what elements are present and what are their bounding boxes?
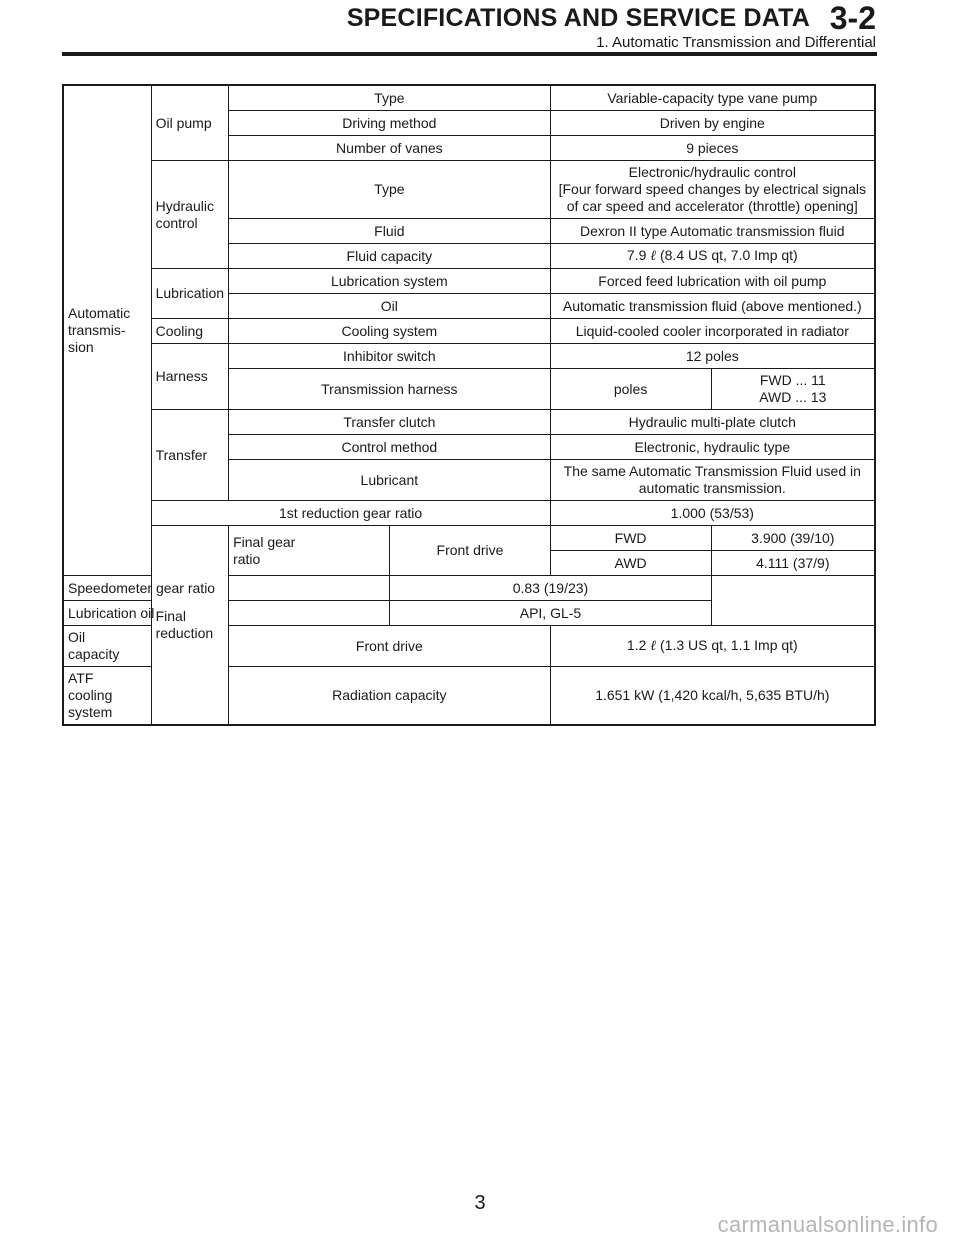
- table-row: [63, 161, 875, 219]
- group-final-gear-ratio: Final gear ratio: [229, 526, 390, 576]
- spec-value: 1.000 (53/53): [550, 501, 875, 526]
- table-row: [63, 269, 875, 294]
- spec-label: Driving method: [229, 111, 551, 136]
- spec-value: Automatic transmission fluid (above mentioned.): [550, 294, 875, 319]
- spec-value: 1.651 kW (1,420 kcal/h, 5,635 BTU/h): [550, 667, 875, 726]
- spec-label: Front drive: [390, 526, 550, 576]
- spec-label: Transmission harness: [229, 369, 551, 410]
- spec-label: Inhibitor switch: [229, 344, 551, 369]
- spec-label: Radiation capacity: [229, 667, 551, 726]
- spec-label: Lubrication system: [229, 269, 551, 294]
- spec-value: API, GL-5: [390, 601, 711, 626]
- spec-label: Type: [229, 85, 551, 111]
- spec-value: [550, 161, 875, 219]
- spec-value-line: Electronic/hydraulic control: [628, 164, 796, 180]
- spec-value: [711, 369, 875, 410]
- spec-value: 0.83 (19/23): [390, 576, 711, 601]
- liter-symbol: ℓ: [650, 248, 657, 264]
- spec-label: 1st reduction gear ratio: [151, 501, 550, 526]
- spec-label: Number of vanes: [229, 136, 551, 161]
- spec-label: Lubrication oil: [63, 601, 390, 626]
- table-row: [63, 501, 875, 526]
- spec-value: Electronic, hydraulic type: [550, 435, 875, 460]
- spec-label: Lubricant: [229, 460, 551, 501]
- group-harness: Harness: [151, 344, 229, 410]
- spec-label: Speedometer gear ratio: [63, 576, 390, 601]
- spec-value: 4.111 (37/9): [711, 551, 875, 576]
- spec-label: AWD: [550, 551, 711, 576]
- spec-unit: poles: [550, 369, 711, 410]
- spec-label: Fluid capacity: [229, 244, 551, 269]
- spec-value: 9 pieces: [550, 136, 875, 161]
- spec-label: Front drive: [229, 626, 551, 667]
- spec-value: Variable-capacity type vane pump: [550, 85, 875, 111]
- spec-value: Driven by engine: [550, 111, 875, 136]
- table-row: [63, 319, 875, 344]
- spec-label: Oil: [229, 294, 551, 319]
- group-hydraulic-control: Hydraulic control: [151, 161, 229, 269]
- group-oil-pump: Oil pump: [151, 85, 229, 161]
- group-atf-cooling: ATF cooling system: [63, 667, 151, 726]
- spec-value-line: FWD ... 11: [759, 372, 826, 388]
- spec-value: 3.900 (39/10): [711, 526, 875, 551]
- spec-value: Dexron II type Automatic transmission fluid: [550, 219, 875, 244]
- spec-value-line: The same Automatic Transmission Fluid used in: [563, 463, 861, 479]
- spec-value: 12 poles: [550, 344, 875, 369]
- spec-label: Control method: [229, 435, 551, 460]
- spec-value: Liquid-cooled cooler incorporated in radiator: [550, 319, 875, 344]
- spec-value-line: automatic transmission.: [638, 480, 786, 496]
- spec-table: [62, 84, 876, 726]
- spec-value-line: [Four forward speed changes by electrical signals: [558, 181, 866, 197]
- table-row: [63, 85, 875, 111]
- table-row: [63, 526, 875, 551]
- spec-value: [550, 460, 875, 501]
- group-oil-capacity: Oil capacity: [63, 626, 151, 667]
- spec-label: FWD: [550, 526, 711, 551]
- section-number: 3-2: [829, 0, 876, 36]
- spec-value: 1.2 ℓ (1.3 US qt, 1.1 Imp qt): [550, 626, 875, 667]
- spec-label: Type: [229, 161, 551, 219]
- page-number: 3: [474, 1192, 486, 1214]
- group-lubrication: Lubrication: [151, 269, 229, 319]
- spec-label: Transfer clutch: [229, 410, 551, 435]
- category-auto-trans: Automatic transmis- sion: [63, 85, 151, 576]
- header-rule: [62, 52, 877, 56]
- watermark: carmanualsonline.info: [717, 1212, 938, 1237]
- table-row: [63, 344, 875, 369]
- spec-value: 7.9 ℓ (8.4 US qt, 7.0 Imp qt): [550, 244, 875, 269]
- spec-value-line: of car speed and accelerator (throttle) opening]: [566, 198, 858, 214]
- group-cooling: Cooling: [151, 319, 229, 344]
- spec-value-line: AWD ... 13: [759, 389, 827, 405]
- spec-label: Cooling system: [229, 319, 551, 344]
- spec-value: Hydraulic multi-plate clutch: [550, 410, 875, 435]
- table-row: [63, 576, 875, 601]
- liter-symbol: ℓ: [650, 638, 657, 654]
- table-row: [63, 410, 875, 435]
- spec-value: Forced feed lubrication with oil pump: [550, 269, 875, 294]
- page-title: SPECIFICATIONS AND SERVICE DATA: [346, 4, 810, 32]
- category-final-reduction: Final reduction: [151, 526, 229, 726]
- group-transfer: Transfer: [151, 410, 229, 501]
- spec-label: Fluid: [229, 219, 551, 244]
- section-subtitle: 1. Automatic Transmission and Differential: [596, 34, 876, 51]
